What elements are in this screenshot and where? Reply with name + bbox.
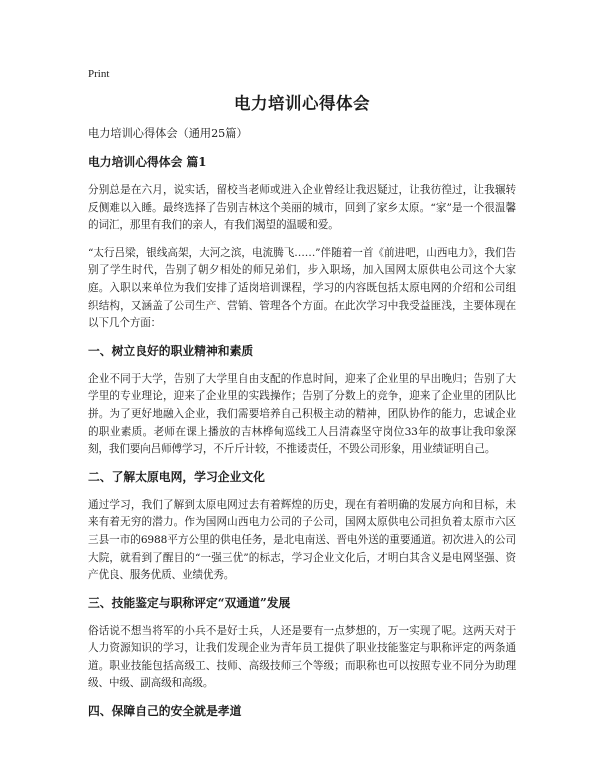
document-page xyxy=(88,66,516,731)
section-heading-4: 四、保障自己的安全就是孝道 xyxy=(88,704,242,719)
print-link[interactable]: Print xyxy=(88,68,110,80)
section-heading-1: 一、树立良好的职业精神和素质 xyxy=(88,343,254,358)
document-subtitle: 电力培训心得体会（通用25篇） xyxy=(88,127,248,140)
document-title: 电力培训心得体会 xyxy=(234,94,370,113)
paragraph-intro-2: “太行吕梁，银线高架，大河之滨，电流腾飞……”伴随着一首《前进吧，山西电力》，我们告别了学生时代，告别了朝夕相处的师兄弟们，步入职场，加入国网太原供电公司这个大家庭。入职以来单位为我们安排了适岗培训课程，学习的内容既包括太原电网的介绍和公司组织结构，又涵盖了公司生产、营销、管理各个方面。在此次学习中我受益匪浅，主要体现在以下几个方面： xyxy=(88,246,516,330)
article-heading: 电力培训心得体会 篇1 xyxy=(88,155,207,169)
section-text-1: 企业不同于大学，告别了大学里自由支配的作息时间，迎来了企业里的早出晚归；告别了大学里的专业理论，迎来了企业里的实践操作；告别了分数上的竞争，迎来了企业里的团队比拼。为了更好地融入企业，我们需要培养自己积极主动的精神，团队协作的能力，忠诚企业的职业素质。老师在课上播放的吉林桦甸巡线工人吕清森坚守岗位33年的故事让我印象深刻，我们要向吕师傅学习，不斤斤计较，不推诿责任，不毁公司形象，用业绩证明自己。 xyxy=(88,372,516,456)
section-text-3: 俗话说不想当将军的小兵不是好士兵，人还是要有一点梦想的，万一实现了呢。这两天对于人力资源知识的学习，让我们发现企业为青年员工提供了职业技能鉴定与职称评定的两条通道。职业技能包括高级工、技师、高级技师三个等级；而职称也可以按照专业不同分为助理级、中级、副高级和高级。 xyxy=(88,624,516,690)
section-heading-2: 二、了解太原电网，学习企业文化 xyxy=(88,469,265,484)
section-text-2: 通过学习，我们了解到太原电网过去有着辉煌的历史，现在有着明确的发展方向和目标，未来有着无穷的潜力。作为国网山西电力公司的子公司，国网太原供电公司担负着太原市六区三县一市的6988平方公里的供电任务，是北电南送、晋电外送的重要通道。初次进入的公司大院，就看到了醒目的“一强三优”的标志，学习企业文化后，才明白其含义是电网坚强、资产优良、服务优质、业绩优秀。 xyxy=(88,498,516,582)
paragraph-intro-1: 分别总是在六月，说实话，留校当老师或进入企业曾经让我迟疑过，让我彷徨过，让我辗转反侧难以入睡。最终选择了告别吉林这个美丽的城市，回到了家乡太原。“家”是一个很温馨的词汇，那里有我们的亲人，有我们渴望的温暖和爱。 xyxy=(88,184,516,232)
section-heading-3: 三、技能鉴定与职称评定“双通道”发展 xyxy=(88,595,291,610)
